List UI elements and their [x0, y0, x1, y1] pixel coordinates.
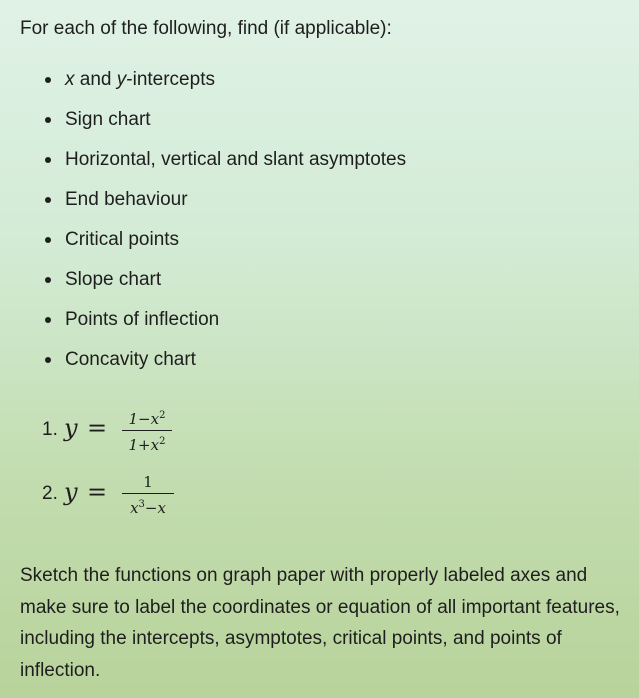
list-item-label: Critical points — [65, 229, 180, 250]
bullet-icon — [45, 197, 51, 203]
x-variable: x — [65, 69, 75, 90]
bullet-icon — [45, 317, 51, 323]
equals-sign: = — [87, 414, 108, 442]
fraction — [122, 472, 174, 518]
sketch-instructions: Sketch the functions on graph paper with properly labeled axes and make sure to label the coordinates or equation of all important features, including the intercepts, asymptotes, critical points, and points of inflection. — [20, 565, 620, 682]
bullet-icon — [45, 117, 51, 123]
requirements-list — [0, 67, 406, 387]
fraction-denominator — [122, 495, 174, 518]
list-item-label: Slope chart — [65, 269, 162, 290]
numerator-exponent: 2 — [159, 410, 166, 421]
numerator-base: 1−x — [128, 410, 160, 428]
list-item-label: Sign chart — [65, 109, 151, 130]
denominator-base: x — [130, 499, 139, 517]
bullet-icon — [45, 157, 51, 163]
bullet-icon — [45, 237, 51, 243]
fraction-bar — [122, 493, 174, 494]
equation-2 — [42, 466, 342, 526]
list-item-slope-chart — [0, 267, 406, 307]
and-text: and — [74, 69, 117, 90]
list-item-asymptotes — [0, 147, 406, 187]
list-item-label: Concavity chart — [65, 349, 196, 370]
bullet-icon — [45, 77, 51, 83]
y-variable: y — [116, 69, 127, 90]
list-item-label: Points of inflection — [65, 309, 220, 330]
fraction-numerator — [122, 406, 172, 429]
list-item-label: Horizontal, vertical and slant asymptotes — [65, 149, 407, 170]
list-item-sign-chart — [0, 107, 406, 147]
bullet-icon — [45, 277, 51, 283]
denominator-base: 1+x — [128, 436, 160, 454]
fraction-denominator — [122, 432, 172, 455]
equation-lhs: y — [64, 414, 78, 442]
denominator-exponent: 3 — [138, 499, 145, 510]
bullet-icon — [45, 357, 51, 363]
list-item-end-behaviour — [0, 187, 406, 227]
equation-lhs: y — [64, 478, 78, 506]
equals-sign: = — [87, 478, 108, 506]
fraction — [122, 406, 172, 455]
equation-number: 1. — [42, 419, 58, 440]
list-item-concavity-chart — [0, 347, 406, 387]
fraction-numerator: 1 — [143, 473, 153, 491]
intercepts-text: -intercepts — [126, 69, 215, 90]
fraction-bar — [122, 430, 172, 431]
list-item-intercepts — [0, 67, 406, 107]
list-item-inflection — [0, 307, 406, 347]
list-item-critical-points — [0, 227, 406, 267]
denominator-exponent: 2 — [159, 436, 166, 447]
instructions-intro: For each of the following, find (if applicable): — [20, 18, 392, 39]
list-item-label: End behaviour — [65, 189, 188, 210]
denominator-tail: −x — [144, 499, 166, 517]
equation-number: 2. — [42, 483, 58, 504]
equation-1 — [42, 402, 342, 462]
